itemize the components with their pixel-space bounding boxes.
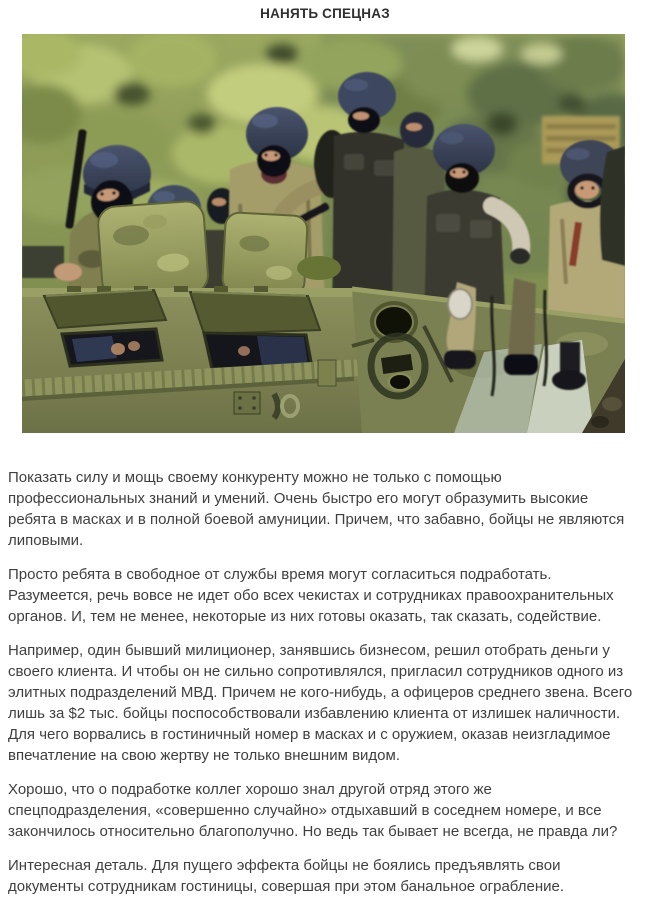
spetsnaz-photo-illustration: [22, 34, 625, 433]
paragraph-5: Интересная деталь. Для пущего эффекта бойцы не боялись предъявлять свои документы сотрудникам гостиницы, совершая при этом банальное ограбление.: [8, 857, 564, 895]
article-body: [0, 467, 650, 897]
article-photo: [22, 34, 625, 433]
page-title: НАНЯТЬ СПЕЦНАЗ: [260, 6, 390, 21]
paragraph-1: Показать силу и мощь своему конкуренту можно не только с помощью профессиональных знаний и умений. Очень быстро его могут образумить высокие ребята в масках и в полной боевой амуниции. Причем, что забавно, бойцы не являются липовыми.: [8, 469, 625, 549]
paragraph-3: Например, один бывший милиционер, занявшись бизнесом, решил отобрать деньги у своего клиента. И чтобы он не сильно сопротивлялся, пригласил сотрудников одного из элитных подразделений МВД. Причем не кого-нибудь, а офицеров среднего звена. Всего лишь за $2 тыс. бойцы поспособствовали избавлению клиента от излишек наличности. Для чего ворвались в гостиничный номер в масках и с оружием, оказав неизгладимое впечатление на свою жертву не только внешним видом.: [8, 642, 633, 764]
paragraph-2: Просто ребята в свободное от службы время могут согласиться подработать. Разумеется, речь вовсе не идет обо всех чекистах и сотрудниках правоохранительных органов. И, тем не менее, некоторые из них готовы оказать, так сказать, содействие.: [8, 566, 614, 625]
paragraph-4: Хорошо, что о подработке коллег хорошо знал другой отряд этого же спецподразделения, «совершенно случайно» отдыхавший в соседнем номере, и все закончилось относительно благополучно. Но ведь так бывает не всегда, не правда ли?: [8, 781, 618, 840]
